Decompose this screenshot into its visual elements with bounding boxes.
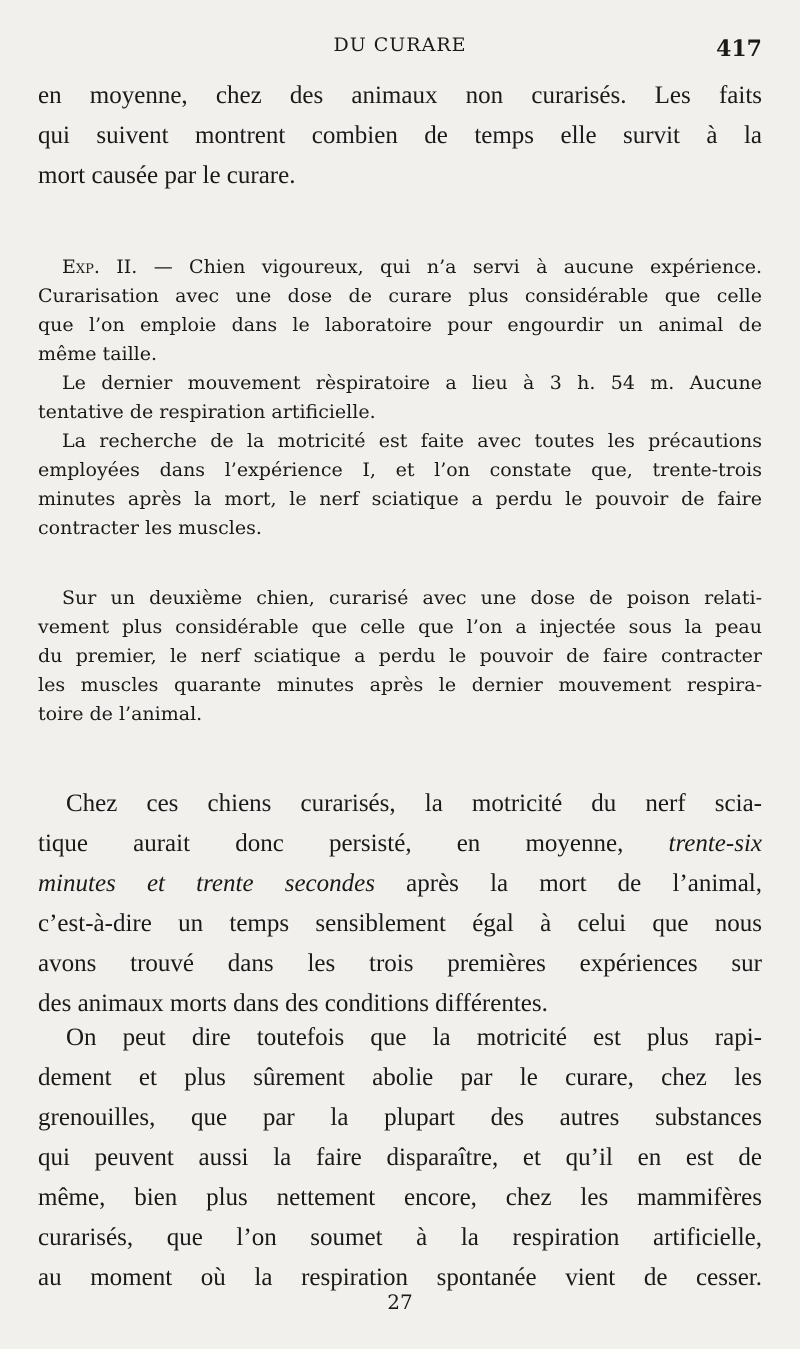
text-line: des animaux morts dans des conditions différentes. [38, 990, 548, 1017]
text-line: curarisés, que l’on soumet à la respiration artificielle, [38, 1224, 762, 1251]
text-line: Sur un deuxième chien, curarisé avec une dose de poison relati- [62, 587, 762, 609]
text-line: toire de l’animal. [38, 703, 203, 725]
text-line: les muscles quarante minutes après le dernier mouvement respira- [38, 674, 762, 696]
text-line: On peut dire toutefois que la motricité est plus rapi- [66, 1024, 762, 1051]
text-segment: tique aurait donc persisté, en moyenne, [38, 830, 624, 857]
text-line: qui peuvent aussi la faire disparaître, et qu’il en est de [38, 1144, 762, 1171]
experiment-heading-line [38, 253, 762, 282]
text-line: tentative de respiration artificielle. [38, 401, 376, 423]
page-number: 417 [716, 36, 762, 62]
final-paragraph [38, 1018, 762, 1298]
text-line [38, 864, 762, 904]
text-line: Chez ces chiens curarisés, la motricité du nerf scia- [66, 790, 762, 817]
text-line: employées dans l’expérience I, et l’on constate que, trente-trois [38, 459, 762, 481]
text-line: La recherche de la motricité est faite avec toutes les précautions [62, 430, 762, 452]
experiment-label: Exp. II. [62, 256, 138, 278]
second-dog-paragraph [38, 584, 762, 729]
intro-paragraph [38, 76, 762, 196]
experiment-intro: — Chien vigoureux, qui n’a servi à aucune expérience. [153, 256, 762, 278]
emphasis: minutes et trente secondes [38, 870, 375, 897]
text-line: minutes après la mort, le nerf sciatique a perdu le pouvoir de faire [38, 488, 762, 510]
running-head [0, 34, 800, 64]
text-line: du premier, le nerf sciatique a perdu le pouvoir de faire contracter [38, 645, 762, 667]
text-line: Curarisation avec une dose de curare plus considérable que celle [38, 285, 762, 307]
running-title: DU CURARE [333, 34, 467, 56]
text-segment: après la mort de l’animal, [406, 870, 763, 897]
emphasis: trente-six [668, 830, 762, 857]
experiment-block [38, 253, 762, 543]
text-line: même, bien plus nettement encore, chez les mammifères [38, 1184, 762, 1211]
text-line: qui suivent montrent combien de temps elle survit à la [38, 122, 762, 149]
text-line: contracter les muscles. [38, 517, 262, 539]
text-line [38, 824, 762, 864]
text-line: même taille. [38, 343, 158, 365]
text-line: c’est-à-dire un temps sensiblement égal à celui que nous [38, 910, 762, 937]
text-line: en moyenne, chez des animaux non curarisés. Les faits [38, 82, 762, 109]
text-line: vement plus considérable que celle que l’on a injectée sous la peau [38, 616, 762, 638]
text-line: au moment où la respiration spontanée vient de cesser. [38, 1264, 762, 1291]
text-line: Le dernier mouvement rèspiratoire a lieu à 3 h. 54 m. Aucune [62, 372, 762, 394]
text-line: mort causée par le curare. [38, 162, 296, 189]
conclusion-paragraph [38, 784, 762, 1024]
text-line: grenouilles, que par la plupart des autres substances [38, 1104, 762, 1131]
signature-mark: 27 [387, 1290, 413, 1314]
text-line: avons trouvé dans les trois premières expériences sur [38, 950, 762, 977]
text-line: dement et plus sûrement abolie par le curare, chez les [38, 1064, 762, 1091]
text-line: que l’on emploie dans le laboratoire pour engourdir un animal de [38, 314, 762, 336]
